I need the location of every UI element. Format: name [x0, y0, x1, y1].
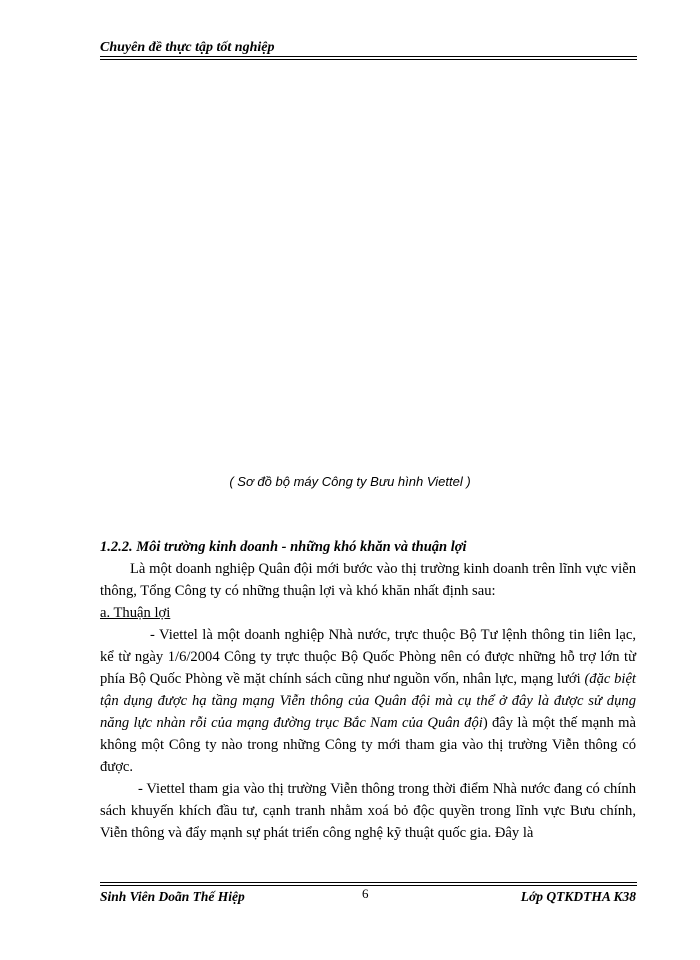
- body-text: [100, 536, 636, 844]
- page-number: 6: [362, 886, 369, 901]
- paragraph-1-start: - Viettel là một doanh nghiệp Nhà nước, trực thuộc Bộ Tư lệnh thông tin liên lạc, kể từ ngày 1/6/2004 Công ty trực thuộc Bộ Quốc Phòng nên có được những hỗ trợ lớn từ phía Bộ Quốc Phòng về mặt chính sách cũng như nguồn vốn, nhân lực, mạng lưới: [100, 627, 636, 687]
- header-rule: [100, 56, 637, 57]
- paragraph-advantage-1: [100, 624, 636, 778]
- footer-class-name: Lớp QTKDTHA K38: [520, 889, 636, 904]
- paragraph-1-italic: (đặc biệt tận dụng được hạ tầng mạng Viễn thông của Quân đội mà cụ thể ở đây là được sử dụng năng lực nhàn rỗi của mạng đường trục Bắc Nam của Quân đội: [100, 671, 636, 731]
- subheading: [100, 602, 636, 624]
- paragraph-advantage-2: - Viettel tham gia vào thị trường Viễn thông trong thời điểm Nhà nước đang có chính sách khuyến khích đầu tư, cạnh tranh nhằm xoá bỏ độc quyền trong lĩnh vực Bưu chính, Viễn thông và đẩy mạnh sự phát triển công nghệ kỹ thuật quốc gia. Đây là: [100, 781, 636, 841]
- paragraph-1-end: ) đây là một thế mạnh mà không một Công ty nào trong những Công ty mới tham gia vào thị trường Viễn thông có được.: [100, 715, 636, 775]
- intro-paragraph: Là một doanh nghiệp Quân đội mới bước vào thị trường kinh doanh trên lĩnh vực viễn thông, Tổng Công ty có những thuận lợi và khó khăn nhất định sau:: [100, 561, 636, 599]
- header-title: Chuyên đề thực tập tốt nghiệp: [100, 40, 275, 55]
- figure-caption: ( Sơ đồ bộ máy Công ty Bưu hình Viettel ): [229, 474, 471, 489]
- header-rule-secondary: [100, 59, 637, 60]
- footer-student-name: Sinh Viên Doãn Thế Hiệp: [100, 889, 245, 904]
- section-heading: 1.2.2. Môi trường kinh doanh - những khó khăn và thuận lợi: [100, 539, 467, 555]
- subheading-text: a. Thuận lợi: [100, 605, 171, 621]
- footer-rule: [100, 882, 637, 883]
